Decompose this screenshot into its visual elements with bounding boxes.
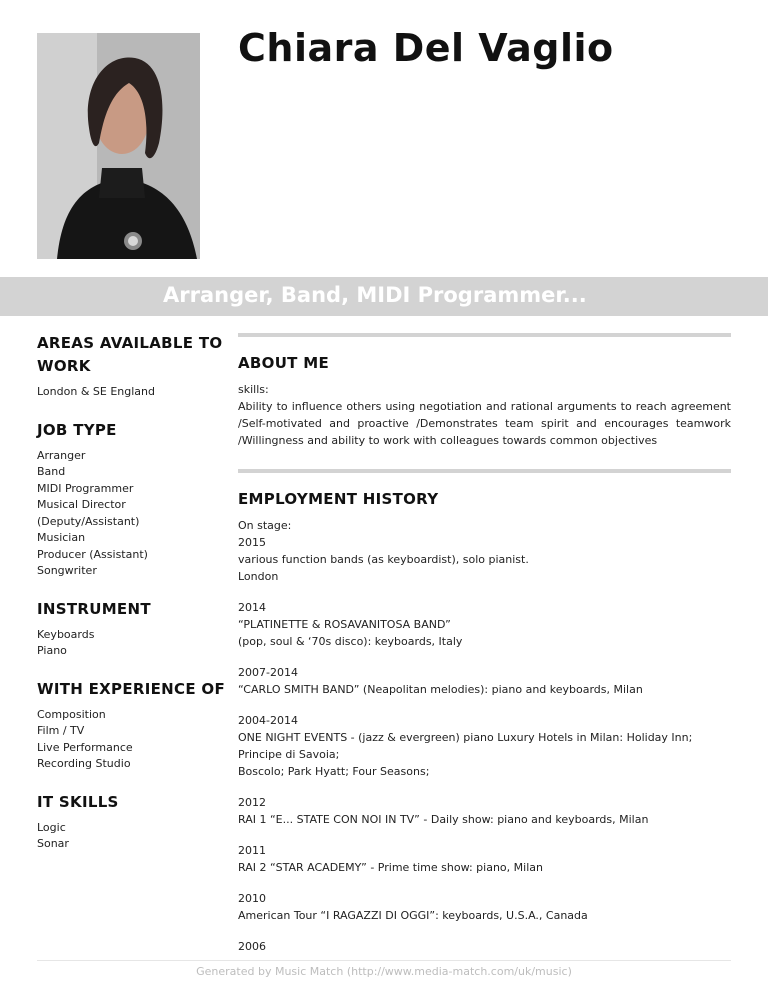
list-item: Live Performance: [37, 740, 133, 754]
profile-photo: [37, 33, 200, 259]
employment-line: 2015: [238, 536, 266, 549]
about-label: skills:: [238, 383, 269, 396]
section-divider: [238, 469, 731, 473]
employment-line: RAI 2 “STAR ACADEMY” - Prime time show: piano, Milan: [238, 861, 543, 874]
list-item: Logic: [37, 820, 66, 834]
employment-line: ONE NIGHT EVENTS - (jazz & evergreen) piano Luxury Hotels in Milan: Holiday Inn;: [238, 731, 693, 744]
employment-line: 2012: [238, 796, 266, 809]
experience-title: WITH EXPERIENCE OF: [37, 679, 225, 698]
main-content: [238, 333, 731, 969]
employment-line: RAI 1 “E... STATE CON NOI IN TV” - Daily show: piano and keyboards, Milan: [238, 813, 649, 826]
employment-entry: [238, 517, 731, 585]
employment-line: 2014: [238, 601, 266, 614]
employment-line: On stage:: [238, 519, 292, 532]
list-item: Arranger: [37, 448, 86, 462]
employment-entry: [238, 842, 731, 876]
employment-title: EMPLOYMENT HISTORY: [238, 490, 439, 508]
instrument-section: [37, 598, 227, 660]
employment-line: 2004-2014: [238, 714, 298, 727]
employment-line: various function bands (as keyboardist), solo pianist.: [238, 553, 529, 566]
list-item: Piano: [37, 644, 67, 657]
list-item: MIDI Programmer: [37, 481, 134, 495]
employment-line: 2011: [238, 844, 266, 857]
employment-line: American Tour “I RAGAZZI DI OGGI”: keyboards, U.S.A., Canada: [238, 909, 588, 922]
job-type-title: JOB TYPE: [37, 420, 117, 439]
about-text: [238, 381, 731, 449]
list-item: Sonar: [37, 837, 69, 850]
list-item: Band: [37, 465, 66, 478]
employment-line: Principe di Savoia;: [238, 748, 340, 761]
list-item: Recording Studio: [37, 757, 131, 770]
list-item: London & SE England: [37, 385, 155, 398]
employment-line: “CARLO SMITH BAND” (Neapolitan melodies): piano and keyboards, Milan: [238, 683, 643, 696]
employment-line: 2007-2014: [238, 666, 298, 679]
employment-entry: [238, 938, 731, 955]
list-item: Musical Director (Deputy/Assistant): [37, 498, 140, 528]
about-title: ABOUT ME: [238, 354, 330, 372]
employment-entry: [238, 890, 731, 924]
job-type-section: [37, 419, 227, 580]
list-item: Composition: [37, 707, 106, 721]
employment-line: (pop, soul & ‘70s disco): keyboards, Italy: [238, 635, 463, 648]
it-skills-title: IT SKILLS: [37, 792, 119, 811]
list-item: Keyboards: [37, 627, 95, 641]
footer-text: Generated by Music Match (http://www.media-match.com/uk/music): [196, 965, 572, 978]
candidate-name: Chiara Del Vaglio: [238, 26, 614, 70]
employment-line: London: [238, 570, 279, 583]
list-item: Musician: [37, 531, 86, 544]
sidebar: [37, 332, 227, 871]
employment-list: [238, 517, 731, 955]
footer-divider: [37, 960, 731, 961]
employment-entry: [238, 599, 731, 650]
headline-banner: [0, 277, 768, 316]
about-body: Ability to influence others using negotiation and rational arguments to reach agreement /Self-motivated and proactive /Demonstrates team spirit and encourages teamwork /Willingness and ability to work with colleagues towards common objectives: [238, 400, 731, 447]
experience-section: [37, 678, 227, 773]
list-item: Film / TV: [37, 724, 85, 737]
employment-entry: [238, 712, 731, 780]
list-item: Producer (Assistant): [37, 547, 148, 561]
it-skills-section: [37, 791, 227, 853]
list-item: Songwriter: [37, 564, 97, 577]
employment-line: “PLATINETTE & ROSAVANITOSA BAND”: [238, 618, 451, 631]
section-divider: [238, 333, 731, 337]
employment-line: Boscolo; Park Hyatt; Four Seasons;: [238, 765, 430, 778]
employment-line: 2006: [238, 940, 266, 953]
employment-entry: [238, 664, 731, 698]
employment-line: 2010: [238, 892, 266, 905]
areas-title: AREAS AVAILABLE TO WORK: [37, 334, 223, 375]
areas-section: [37, 332, 227, 401]
portrait-illustration: [37, 33, 200, 259]
employment-entry: [238, 794, 731, 828]
instrument-title: INSTRUMENT: [37, 599, 151, 618]
headline-text: Arranger, Band, MIDI Programmer...: [163, 283, 587, 307]
